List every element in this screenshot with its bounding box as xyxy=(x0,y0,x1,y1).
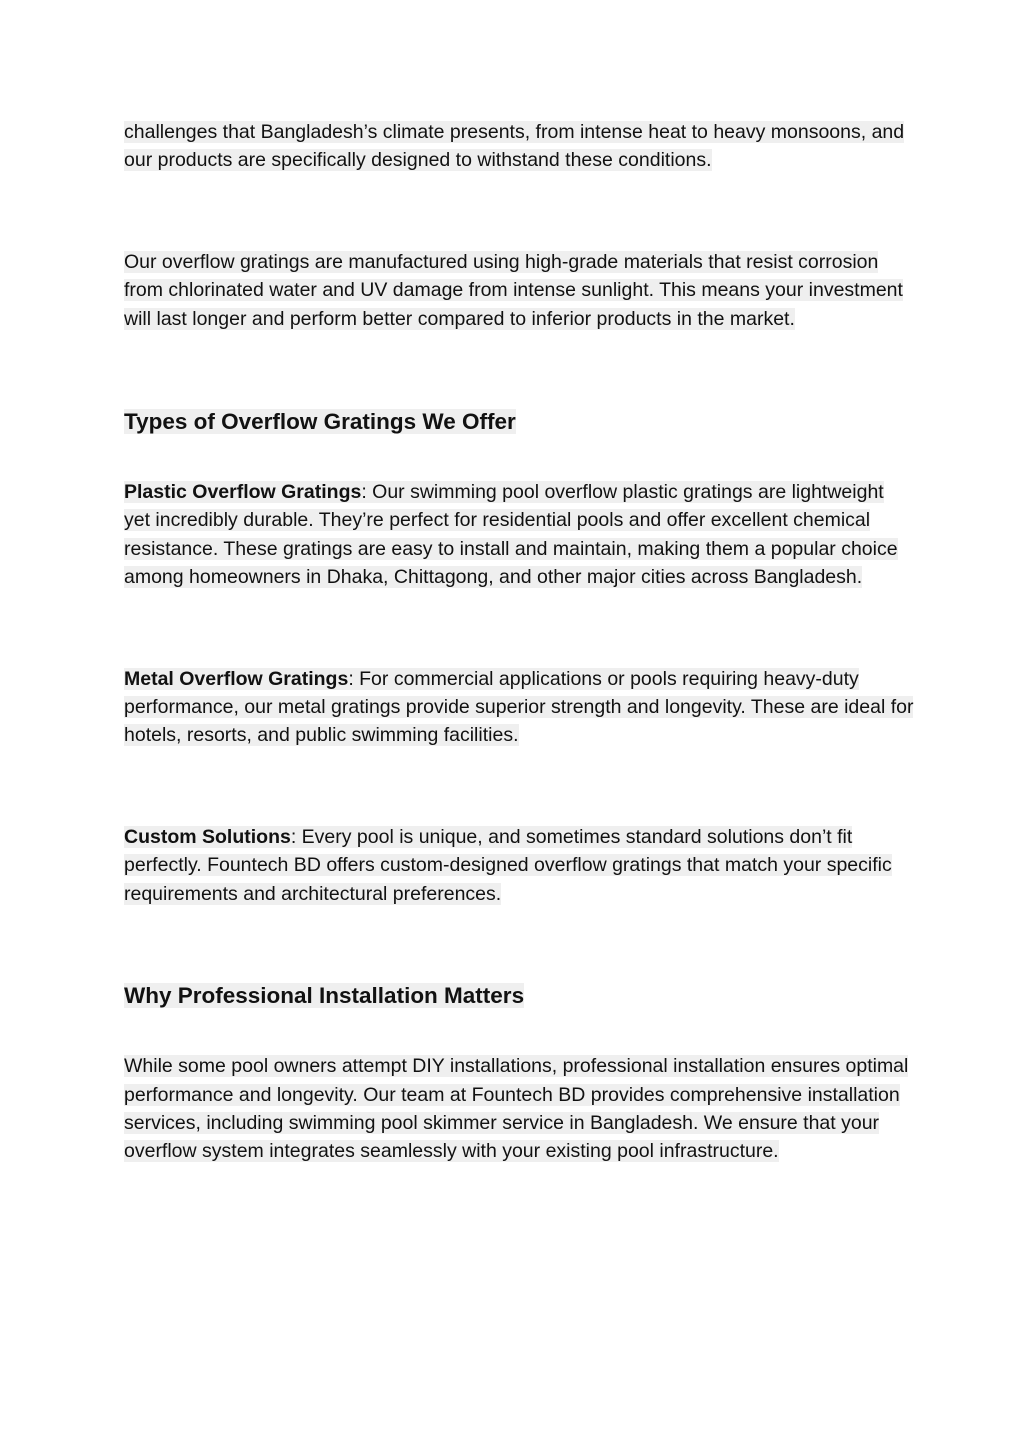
paragraph-materials-text: Our overflow gratings are manufactured using high-grade materials that resist corrosion from chlorinated water and UV damage from intense sunlight. This means your investment will last longer and perform better compared to inferior products in the market. xyxy=(124,250,903,330)
heading-installation-text: Why Professional Installation Matters xyxy=(124,983,525,1009)
document-page xyxy=(124,118,914,1166)
term-metal-gratings: Metal Overflow Gratings xyxy=(124,667,349,690)
heading-types xyxy=(124,406,914,438)
metal-gratings-description: : For commercial applications or pools requiring heavy-duty performance, our metal gratings provide superior strength and longevity. These are ideal for hotels, resorts, and public swimming facilities. xyxy=(124,667,914,747)
paragraph-installation-text: While some pool owners attempt DIY installations, professional installation ensures optimal performance and longevity. Our team at Fountech BD provides comprehensive installation services, including swimming pool skimmer service in Bangladesh. We ensure that your overflow system integrates seamlessly with your existing pool infrastructure. xyxy=(124,1055,909,1163)
term-custom-solutions: Custom Solutions xyxy=(124,825,291,848)
paragraph-installation xyxy=(124,1052,914,1166)
plastic-gratings-description: : Our swimming pool overflow plastic gratings are lightweight yet incredibly durable. They’re perfect for residential pools and offer excellent chemical resistance. These gratings are easy to install and maintain, making them a popular choice among homeowners in Dhaka, Chittagong, and other major cities across Bangladesh. xyxy=(124,481,898,589)
term-plastic-gratings: Plastic Overflow Gratings xyxy=(124,481,362,504)
paragraph-climate xyxy=(124,118,914,175)
paragraph-materials xyxy=(124,248,914,333)
paragraph-metal-gratings xyxy=(124,665,914,750)
heading-types-text: Types of Overflow Gratings We Offer xyxy=(124,409,516,435)
paragraph-custom-solutions xyxy=(124,823,914,908)
heading-installation xyxy=(124,980,914,1012)
paragraph-plastic-gratings xyxy=(124,478,914,592)
custom-solutions-description: : Every pool is unique, and sometimes standard solutions don’t fit perfectly. Fountech BD offers custom-designed overflow gratings that match your specific requirements and architectural preferences. xyxy=(124,825,892,905)
paragraph-climate-text: challenges that Bangladesh’s climate presents, from intense heat to heavy monsoons, and our products are specifically designed to withstand these conditions. xyxy=(124,121,905,172)
